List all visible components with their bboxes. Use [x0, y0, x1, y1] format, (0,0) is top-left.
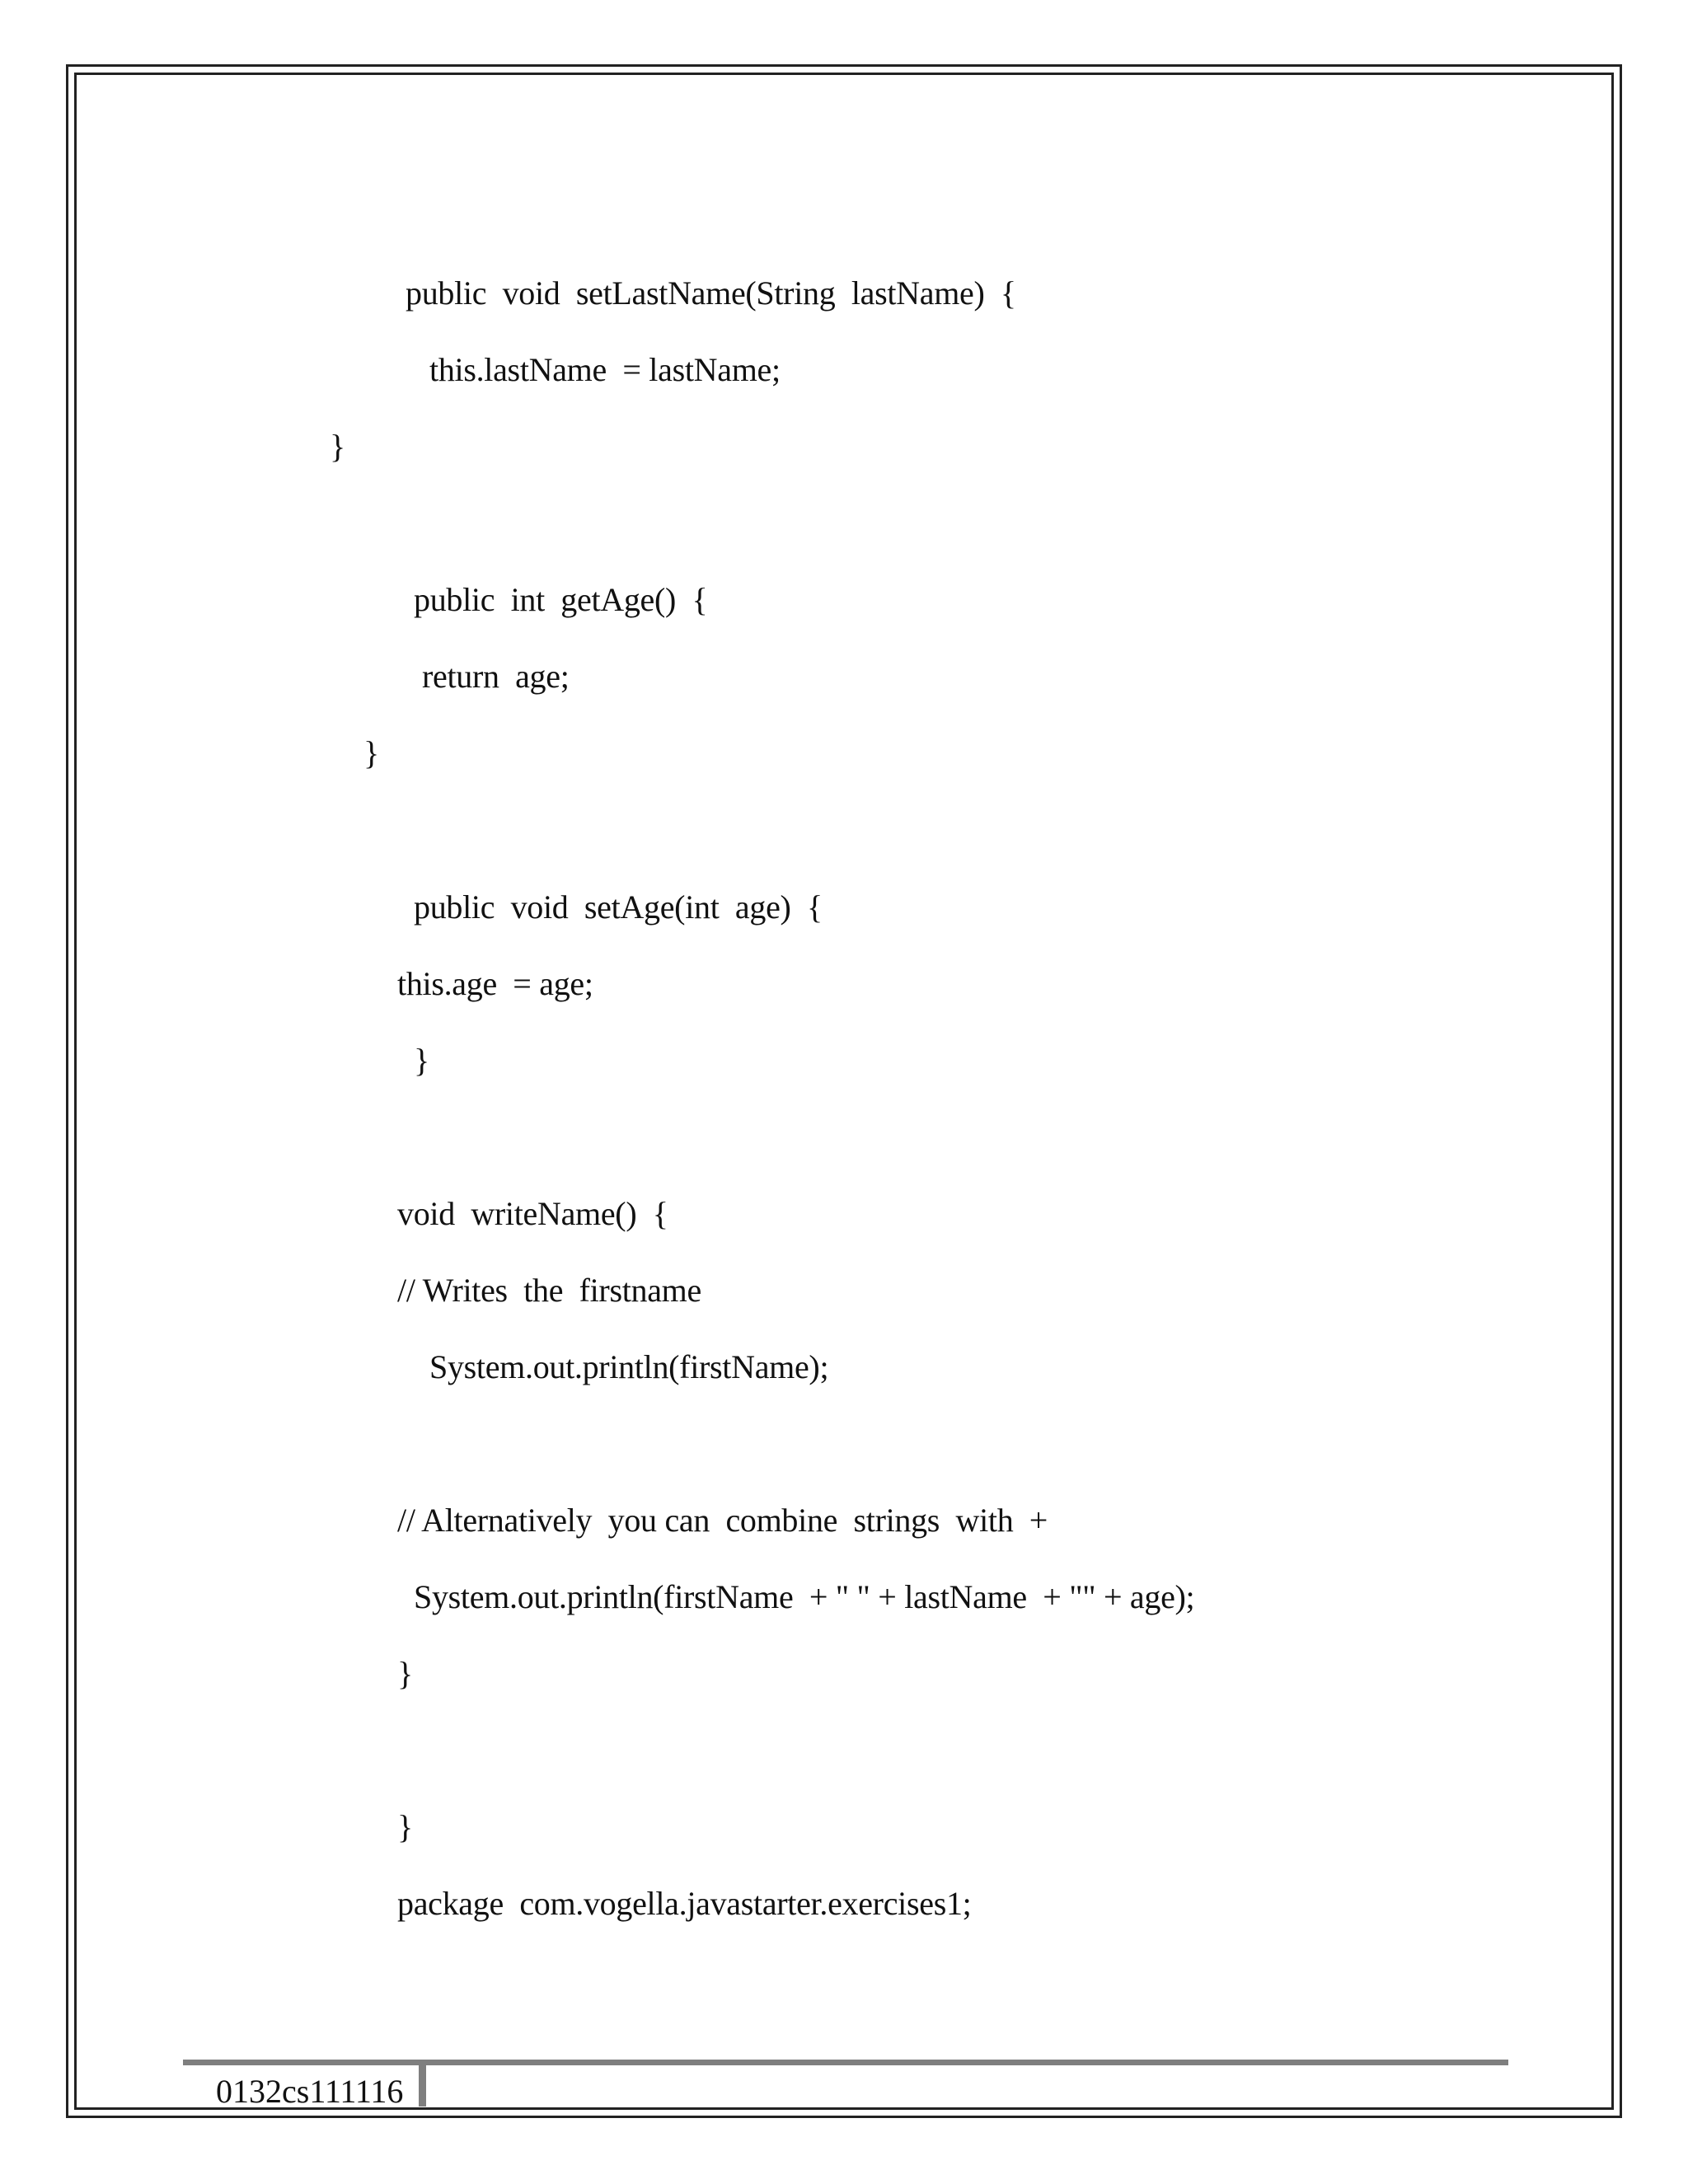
footer-id: 0132cs111116 — [216, 2073, 404, 2110]
code-line: } — [363, 734, 379, 771]
code-line: // Writes the firstname — [397, 1272, 701, 1309]
page-border-inner — [74, 73, 1614, 2110]
code-line: } — [414, 1042, 429, 1079]
footer-bar — [419, 2065, 426, 2107]
code-line: public void setAge(int age) { — [414, 888, 823, 926]
footer-rule — [183, 2060, 1508, 2065]
code-line: System.out.println(firstName + " " + lastName + "" + age); — [414, 1578, 1195, 1615]
code-line: this.lastName = lastName; — [429, 351, 781, 388]
code-line: return age; — [422, 658, 570, 695]
code-line: public void setLastName(String lastName) { — [406, 274, 1016, 312]
code-line: void writeName() { — [397, 1195, 668, 1232]
code-line: this.age = age; — [397, 965, 593, 1002]
code-line: // Alternatively you can combine strings with + — [397, 1502, 1048, 1539]
code-line: public int getAge() { — [414, 581, 708, 618]
code-line: System.out.println(firstName); — [429, 1348, 829, 1385]
code-line: } — [397, 1655, 413, 1692]
code-line: package com.vogella.javastarter.exercises1; — [397, 1885, 972, 1922]
code-line: } — [397, 1808, 413, 1845]
code-line: } — [330, 428, 345, 465]
